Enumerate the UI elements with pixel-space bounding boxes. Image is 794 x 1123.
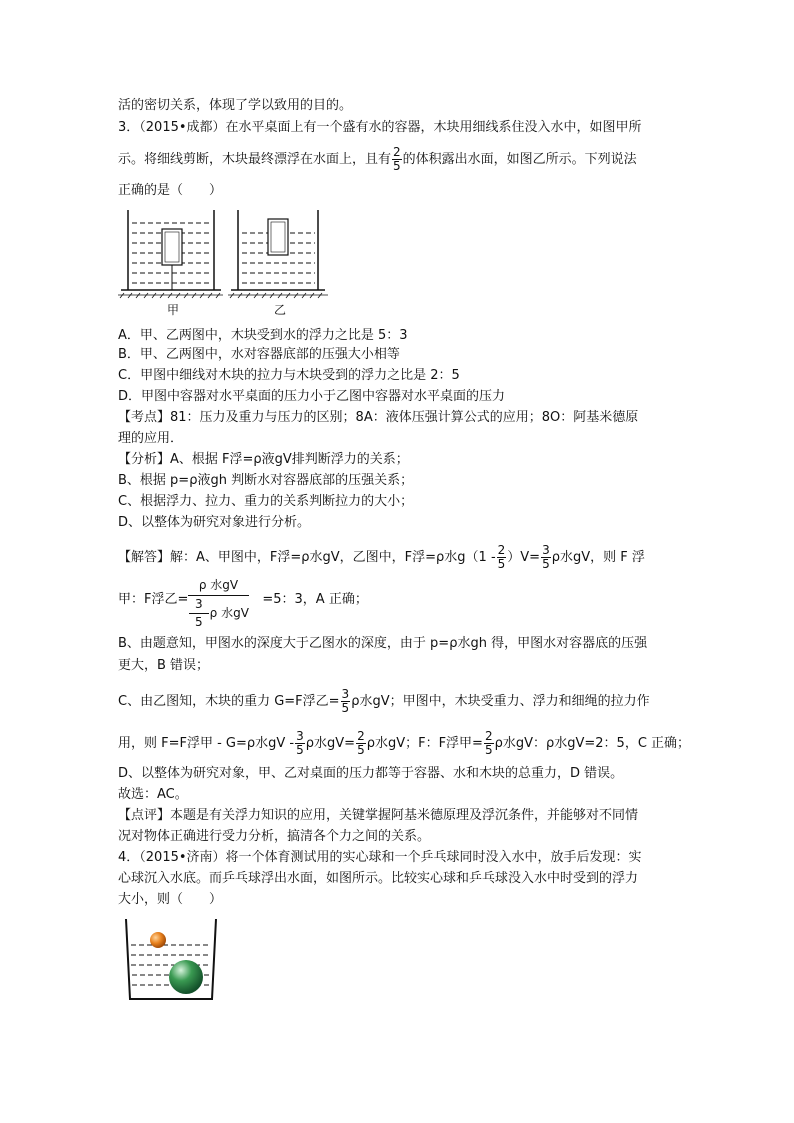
dianping-line-2: 况对物体正确进行受力分析，搞清各个力之间的关系。 (118, 829, 431, 844)
figure-label-jia: 甲 (167, 303, 180, 317)
fraction: $\frac{2}{5}$ (393, 145, 401, 173)
jieda-c-line-1: C、由乙图知，木块的重力 G=F浮乙= $\frac{3}{5}$ ρ水gV；甲图中，木块受重力、浮力和细绳的拉力作 (118, 687, 650, 715)
kaodian-line-2: 理的应用． (118, 431, 184, 446)
answer: 故选：AC。 (118, 787, 188, 802)
question-4-line-2: 心球沉入水底。而乒乓球浮出水面，如图所示。比较实心球和乒乓球没入水中时受到的浮力 (118, 871, 639, 886)
beaker-yi (228, 210, 328, 298)
dianping-line-1: 【点评】本题是有关浮力知识的应用，关键掌握阿基米德原理及浮沉条件，并能够对不同情 (118, 808, 639, 823)
jieda-c-line-2: 用，则 F=F浮甲 - G=ρ水gV - $\frac{3}{5}$ ρ水gV= $\frac{2}{5}$ ρ水gV；F：F浮甲= $\frac{2}{5}$ ρ水gV：ρ水gV=2：5，C 正确； (118, 729, 691, 757)
fenxi-line-2: B、根据 p=ρ液gh 判断水对容器底部的压强关系； (118, 473, 414, 488)
option-b: B．甲、乙两图中，水对容器底部的压强大小相等 (118, 347, 400, 362)
kaodian-line-1: 【考点】81：压力及重力与压力的区别；8A：液体压强计算公式的应用；8O：阿基米德原 (118, 410, 639, 425)
beaker-jia (118, 210, 223, 298)
option-d: D．甲图中容器对水平桌面的压力小于乙图中容器对水平桌面的压力 (118, 389, 506, 404)
fraction-ratio: ρ 水gV $\frac{3}{5}$ ρ 水gV (188, 576, 249, 629)
text-line: 活的密切关系，体现了学以致用的目的。 (118, 98, 353, 113)
jieda-b-line-2: 更大，B 错误； (118, 658, 210, 673)
question-3-line-2 (118, 146, 637, 173)
jieda-line-2: 甲：F浮乙= =5：3，A 正确； (118, 592, 368, 607)
text-segment: 示。将细线剪断，木块最终漂浮在水面上，且有 (118, 152, 392, 167)
question-3-line-3: 正确的是（ ） (118, 183, 223, 198)
jieda-b-line-1: B、由题意知，甲图水的深度大于乙图水的深度，由于 p=ρ水gh 得，甲图水对容器底的压强 (118, 636, 648, 651)
figure-label-yi: 乙 (274, 303, 287, 317)
option-a: A．甲、乙两图中，木块受到水的浮力之比是 5：3 (118, 328, 408, 343)
jieda-d: D、以整体为研究对象，甲、乙对桌面的压力都等于容器、水和木块的总重力，D 错误。 (118, 766, 624, 781)
question-4-line-3: 大小，则（ ） (118, 892, 223, 907)
jieda-line-1: 【解答】解：A、甲图中，F浮=ρ水gV，乙图中，F浮=ρ水g（1 - $\frac{2}{5}$ ）V= $\frac{3}{5}$ ρ水gV，则 F 浮 (118, 543, 645, 571)
text-segment: 的体积露出水面，如图乙所示。下列说法 (402, 152, 637, 167)
question-4-line-1: 4．（2015•济南）将一个体育测试用的实心球和一个乒乓球同时没入水中，放手后发现：实 (118, 850, 642, 865)
solid-ball (169, 960, 203, 994)
option-c: C．甲图中细线对木块的拉力与木块受到的浮力之比是 2：5 (118, 368, 460, 383)
question-3-line-1: 3．（2015•成都）在水平桌面上有一个盛有水的容器，木块用细线系住没入水中，如图甲所 (118, 120, 642, 135)
fenxi-line-4: D、以整体为研究对象进行分析。 (118, 515, 311, 530)
fenxi-line-3: C、根据浮力、拉力、重力的关系判断拉力的大小； (118, 494, 414, 509)
fenxi-line-1: 【分析】A、根据 F浮=ρ液gV排判断浮力的关系； (118, 452, 409, 467)
figure-beaker-balls (122, 915, 222, 1005)
ping-pong-ball (150, 932, 166, 948)
figure-beakers (118, 205, 348, 320)
